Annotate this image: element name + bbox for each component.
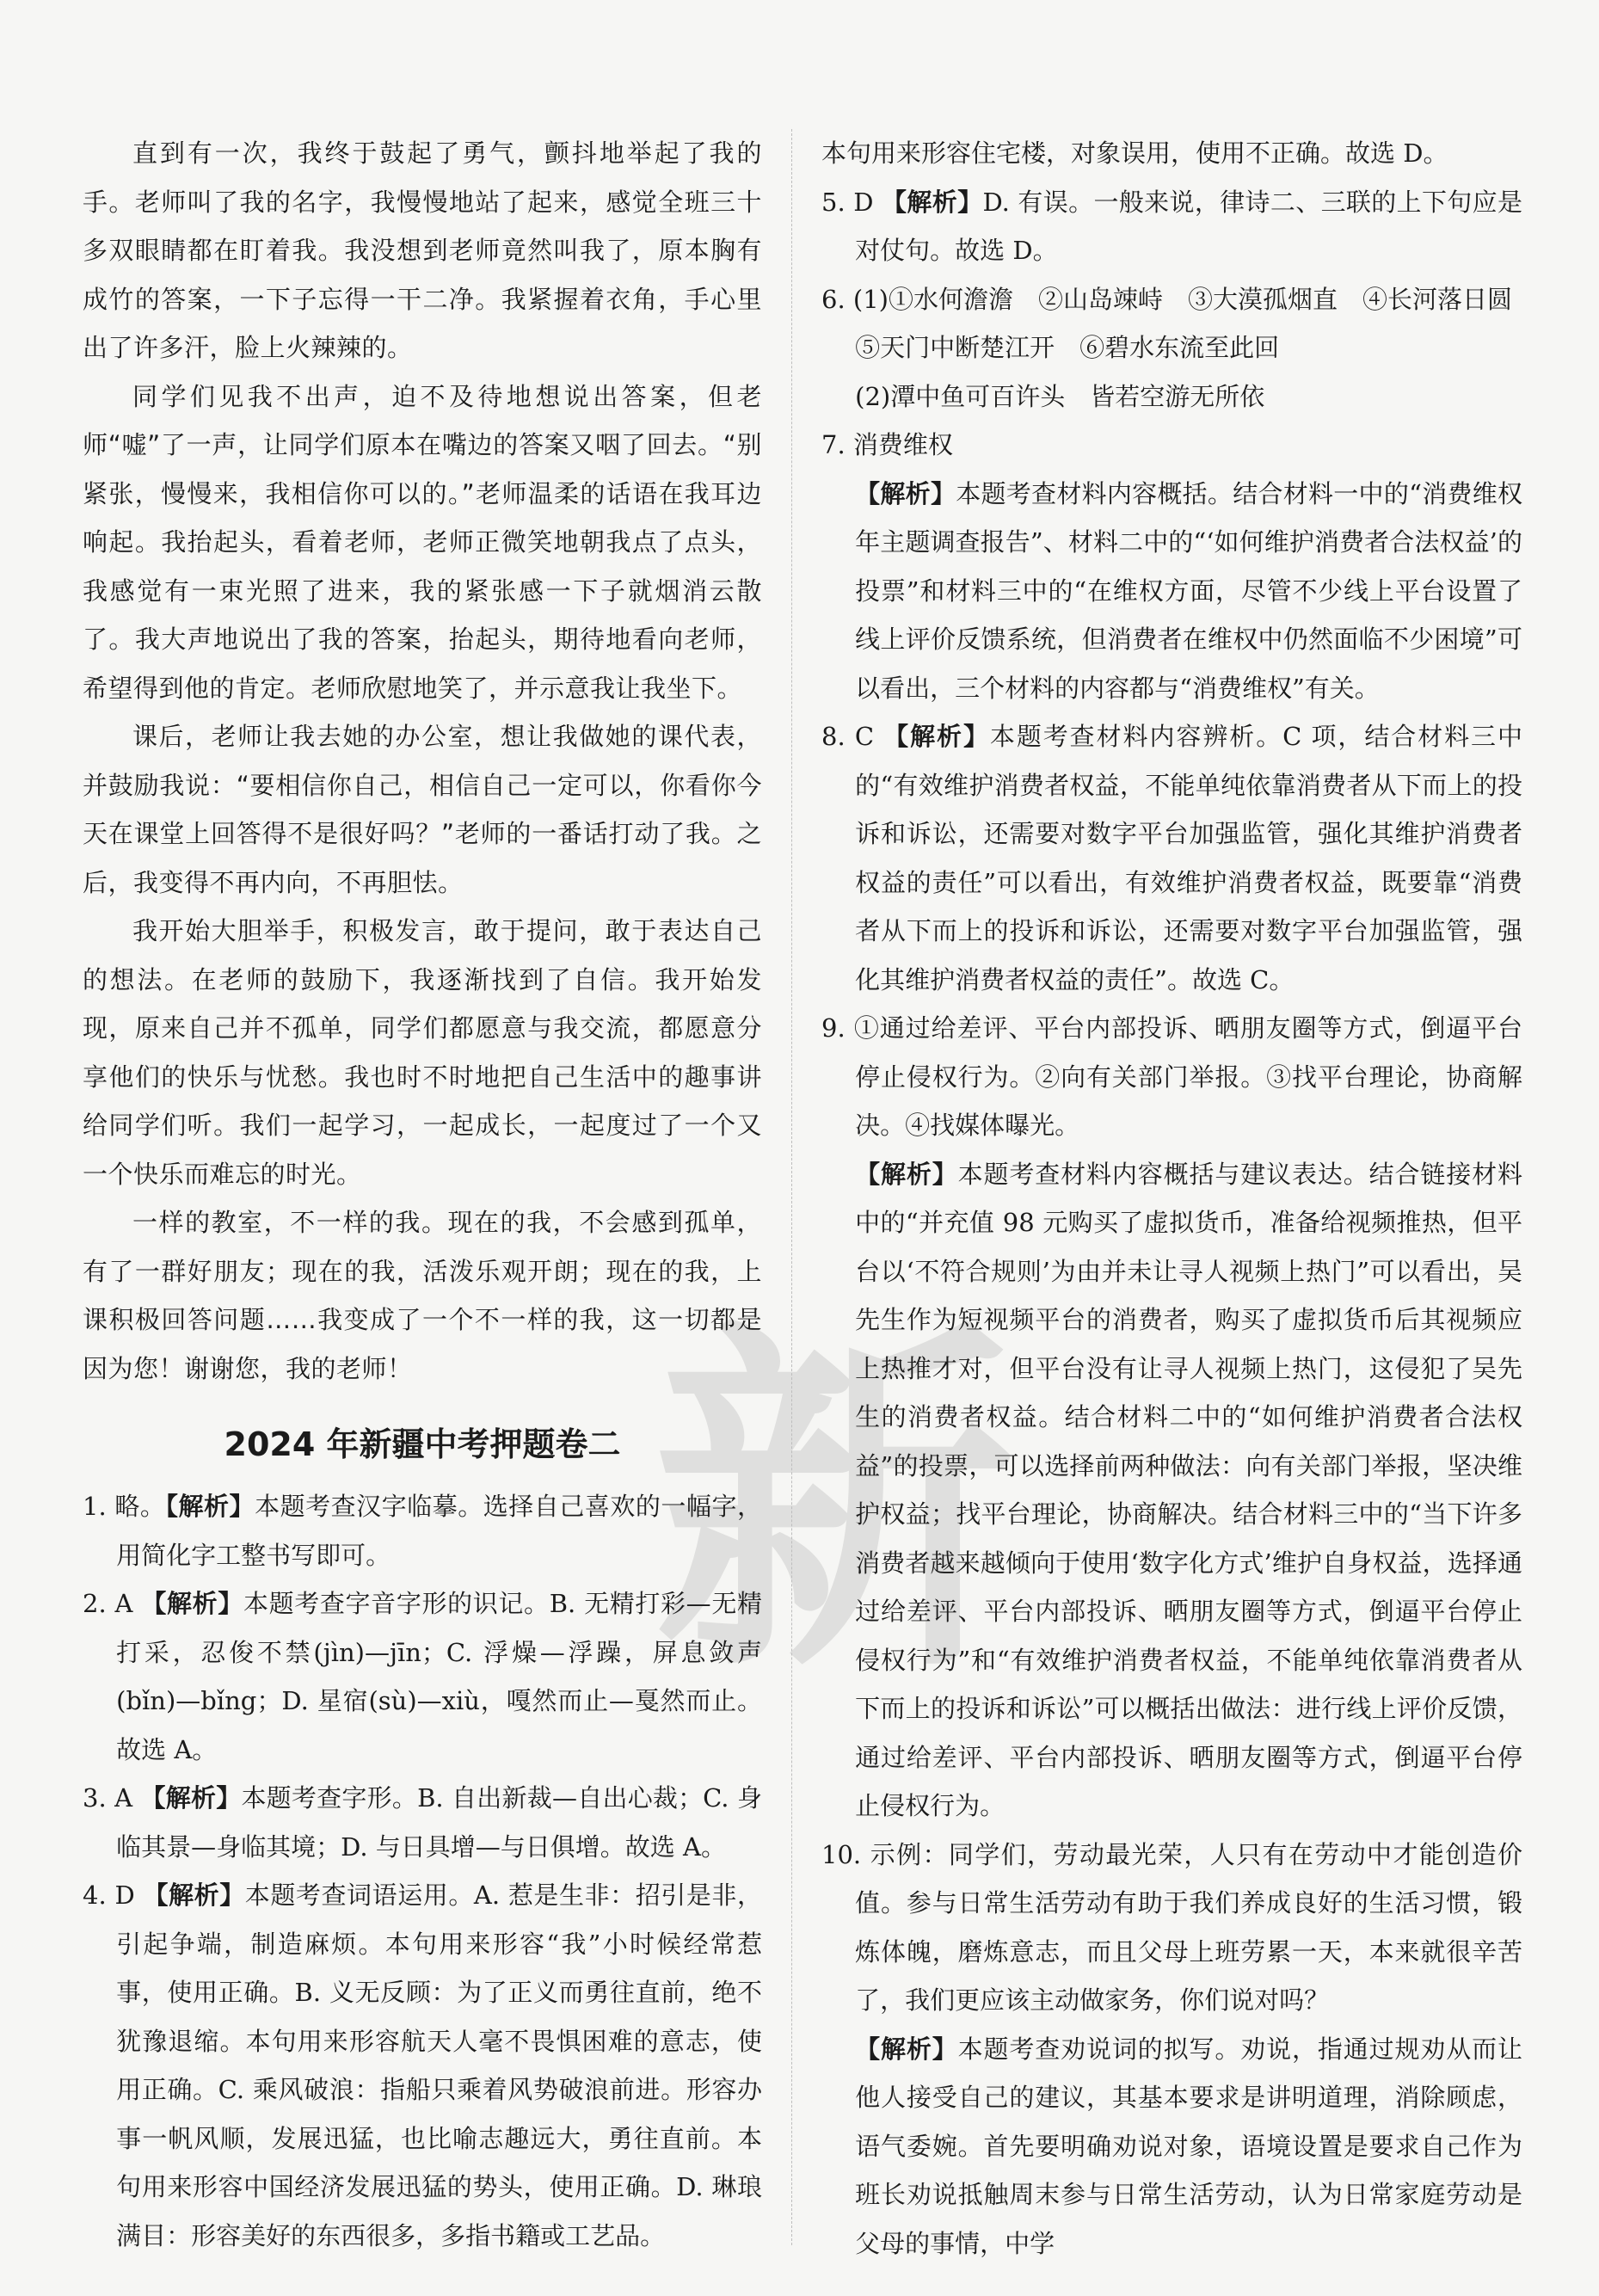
right-column bbox=[821, 129, 1522, 2268]
answer-text: 消费维权 bbox=[852, 430, 953, 459]
answer-text: 本题考查字音字形的识记。B. 无精打彩—无精打采，忍俊不禁(jìn)—jīn；C. 浮燥—浮躁，屏息敛声(bǐn)—bǐng；D. 星宿(sù)—xiù，嘎然而止—戛然而止。故选 A。 bbox=[116, 1589, 762, 1764]
answer-text: D. 有误。一般来说，律诗二、三联的上下句应是对仗句。故选 D。 bbox=[855, 187, 1522, 265]
essay-paragraph: 一样的教室，不一样的我。现在的我，不会感到孤单，有了一群好朋友；现在的我，活泼乐观开朗；现在的我，上课积极回答问题……我变成了一个不一样的我，这一切都是因为您！谢谢您，我的老师！ bbox=[83, 1208, 762, 1383]
analysis-tag: 【解析】 bbox=[883, 722, 990, 751]
answer-number: 1. 略。 bbox=[83, 1492, 166, 1521]
answer-text: 本题考查词语运用。A. 惹是生非：招引是非，引起争端，制造麻烦。本句用来形容“我”小时候经常惹事，使用正确。B. 义无反顾：为了正义而勇往直前，绝不犹豫退缩。本句用来形容航天人毫不畏惧困难的意志，使用正确。C. 乘风破浪：指船只乘着风势破浪前进。形容办事一帆风顺，发展迅猛，也比喻志趣远大，勇往直前。本句用来形容中国经济发展迅猛的势头，使用正确。D. 琳琅满目：形容美好的东西很多，多指书籍或工艺品。 bbox=[116, 1881, 762, 2250]
answer-number: 6. bbox=[821, 284, 853, 314]
answer-line: ⑤天门中断楚江开 ⑥碧水东流至此回 bbox=[855, 333, 1280, 362]
answer-item-6 bbox=[821, 275, 1522, 324]
analysis-tag: 【解析】 bbox=[143, 1881, 245, 1910]
answer-line: (2)潭中鱼可百许头 皆若空游无所依 bbox=[855, 381, 1265, 411]
answer-number: 9. bbox=[821, 1013, 854, 1043]
answer-text: 本题考查字形。B. 自出新裁—自出心裁；C. 身临其景—身临其境；D. 与日具增—与日俱增。故选 A。 bbox=[116, 1783, 762, 1862]
left-column bbox=[83, 129, 762, 2260]
answer-item-3 bbox=[83, 1774, 762, 1871]
analysis-tag: 【解析】 bbox=[855, 1159, 958, 1189]
answer-number: 4. D bbox=[83, 1881, 144, 1910]
answer-number: 5. D bbox=[821, 187, 883, 217]
answer-number: 7. bbox=[821, 430, 853, 459]
answer-item-2 bbox=[83, 1579, 762, 1774]
column-divider bbox=[791, 129, 792, 2245]
answer-text: 本题考查汉字临摹。选择自己喜欢的一幅字，用简化字工整书写即可。 bbox=[116, 1492, 762, 1570]
answer-item-7 bbox=[821, 421, 1522, 470]
answer-text: 本题考查材料内容辨析。C 项，结合材料三中的“有效维护消费者权益，不能单纯依靠消费者从下而上的投诉和诉讼，还需要对数字平台加强监管，强化其维护消费者权益的责任”可以看出，有效维护消费者权益，既要靠“消费者从下而上的投诉和诉讼，还需要对数字平台加强监管，强化其维护消费者权益的责任”。故选 C。 bbox=[855, 722, 1522, 994]
analysis-text: 本题考查材料内容概括与建议表达。结合链接材料中的“并充值 98 元购买了虚拟货币，准备给视频推热，但平台以‘不符合规则’为由并未让寻人视频上热门”可以看出，吴先生作为短视频平台的消费者，购买了虚拟货币后其视频应上热推才对，但平台没有让寻人视频上热门，这侵犯了吴先生的消费者权益。结合材料二中的“如何维护消费者合法权益”的投票，可以选择前两种做法：向有关部门举报，坚决维护权益；找平台理论，协商解决。结合材料三中的“当下许多消费者越来越倾向于使用‘数字化方式’维护自身权益，选择通过给差评、平台内部投诉、晒朋友圈等方式，倒逼平台停止侵权行为”和“有效维护消费者权益，不能单纯依靠消费者从下而上的投诉和诉讼”可以概括出做法：进行线上评价反馈，通过给差评、平台内部投诉、晒朋友圈等方式，倒逼平台停止侵权行为。 bbox=[855, 1159, 1522, 1820]
answer-text: 示例：同学们，劳动最光荣，人只有在劳动中才能创造价值。参与日常生活劳动有助于我们养成良好的生活习惯，锻炼体魄，磨炼意志，而且父母上班劳累一天，本来就很辛苦了，我们更应该主动做家务，你们说对吗？ bbox=[855, 1839, 1522, 2015]
answer-item-1 bbox=[83, 1482, 762, 1579]
answer-number: 2. A bbox=[83, 1589, 142, 1618]
answer-item-4 bbox=[83, 1871, 762, 2260]
analysis-paragraph bbox=[821, 470, 1522, 713]
section-title: 2024 年新疆中考押题卷二 bbox=[224, 1425, 621, 1463]
essay-paragraph: 课后，老师让我去她的办公室，想让我做她的课代表，并鼓励我说：“要相信你自己，相信自己一定可以，你看你今天在课堂上回答得不是很好吗？”老师的一番话打动了我。之后，我变得不再内向，不再胆怯。 bbox=[83, 722, 762, 897]
answer-line: (1)①水何澹澹 ②山岛竦峙 ③大漠孤烟直 ④长河落日圆 bbox=[852, 284, 1512, 314]
answer-number: 3. A bbox=[83, 1783, 141, 1813]
analysis-paragraph bbox=[821, 2025, 1522, 2268]
continuation-text: 本句用来形容住宅楼，对象误用，使用不正确。故选 D。 bbox=[821, 138, 1448, 168]
analysis-text: 本题考查劝说词的拟写。劝说，指通过规劝从而让他人接受自己的建议，其基本要求是讲明道理，消除顾虑，语气委婉。首先要明确劝说对象，语境设置是要求自己作为班长劝说抵触周末参与日常生活劳动，认为日常家庭劳动是父母的事情，中学 bbox=[855, 2034, 1522, 2258]
analysis-tag: 【解析】 bbox=[141, 1589, 243, 1618]
analysis-tag: 【解析】 bbox=[140, 1783, 242, 1813]
analysis-paragraph bbox=[821, 1150, 1522, 1831]
answer-number: 10. bbox=[821, 1839, 870, 1869]
analysis-tag: 【解析】 bbox=[882, 187, 983, 217]
answer-item-5 bbox=[821, 178, 1522, 275]
essay-paragraph: 同学们见我不出声，迫不及待地想说出答案，但老师“嘘”了一声，让同学们原本在嘴边的答案又咽了回去。“别紧张，慢慢来，我相信你可以的。”老师温柔的话语在我耳边响起。我抬起头，看着老师，老师正微笑地朝我点了点头，我感觉有一束光照了进来，我的紧张感一下子就烟消云散了。我大声地说出了我的答案，抬起头，期待地看向老师，希望得到他的肯定。老师欣慰地笑了，并示意我让我坐下。 bbox=[83, 381, 762, 703]
answer-text: ①通过给差评、平台内部投诉、晒朋友圈等方式，倒逼平台停止侵权行为。②向有关部门举报。③找平台理论，协商解决。④找媒体曝光。 bbox=[853, 1013, 1522, 1140]
analysis-tag: 【解析】 bbox=[165, 1492, 255, 1521]
answer-item-9 bbox=[821, 1004, 1522, 1150]
analysis-tag: 【解析】 bbox=[855, 2034, 958, 2064]
essay-paragraph: 直到有一次，我终于鼓起了勇气，颤抖地举起了我的手。老师叫了我的名字，我慢慢地站了起来，感觉全班三十多双眼睛都在盯着我。我没想到老师竟然叫我了，原本胸有成竹的答案，一下子忘得一干二净。我紧握着衣角，手心里出了许多汗，脸上火辣辣的。 bbox=[83, 138, 762, 362]
analysis-text: 本题考查材料内容概括。结合材料一中的“消费维权年主题调查报告”、材料二中的“‘如何维护消费者合法权益’的投票”和材料三中的“在维权方面，尽管不少线上平台设置了线上评价反馈系统，但消费者在维权中仍然面临不少困境”可以看出，三个材料的内容都与“消费维权”有关。 bbox=[855, 478, 1522, 703]
answer-number: 8. C bbox=[821, 722, 884, 751]
analysis-tag: 【解析】 bbox=[855, 478, 956, 508]
essay-paragraph: 我开始大胆举手，积极发言，敢于提问，敢于表达自己的想法。在老师的鼓励下，我逐渐找到了自信。我开始发现，原来自己并不孤单，同学们都愿意与我交流，都愿意分享他们的快乐与忧愁。我也时不时地把自己生活中的趣事讲给同学们听。我们一起学习，一起成长，一起度过了一个又一个快乐而难忘的时光。 bbox=[83, 916, 762, 1189]
watermark-stamp: 新 bbox=[654, 1295, 1015, 1715]
answer-item-8 bbox=[821, 712, 1522, 1004]
answer-item-10 bbox=[821, 1831, 1522, 2025]
